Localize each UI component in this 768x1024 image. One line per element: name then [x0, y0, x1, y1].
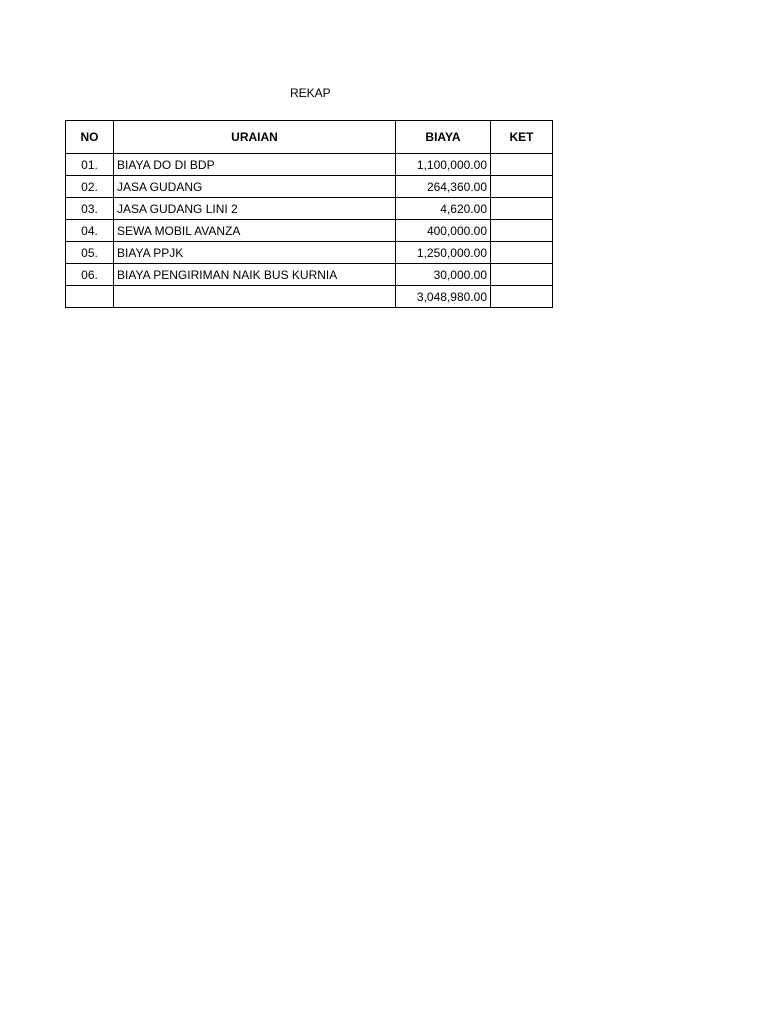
cell-biaya: 30,000.00 — [396, 264, 491, 286]
table-row — [66, 264, 553, 286]
cell-no: 01. — [66, 154, 114, 176]
total-uraian — [114, 286, 396, 308]
table-row — [66, 242, 553, 264]
total-biaya: 3,048,980.00 — [396, 286, 491, 308]
cell-biaya: 400,000.00 — [396, 220, 491, 242]
header-uraian: URAIAN — [114, 121, 396, 154]
cell-uraian: BIAYA PENGIRIMAN NAIK BUS KURNIA — [114, 264, 396, 286]
rekap-table — [65, 120, 553, 308]
cell-no: 03. — [66, 198, 114, 220]
cell-uraian: BIAYA PPJK — [114, 242, 396, 264]
table-row — [66, 198, 553, 220]
cell-biaya: 264,360.00 — [396, 176, 491, 198]
total-row — [66, 286, 553, 308]
header-no: NO — [66, 121, 114, 154]
page-title: REKAP — [290, 86, 331, 100]
cell-ket — [491, 220, 553, 242]
cell-uraian: BIAYA DO DI BDP — [114, 154, 396, 176]
cell-ket — [491, 176, 553, 198]
total-ket — [491, 286, 553, 308]
cell-uraian: SEWA MOBIL AVANZA — [114, 220, 396, 242]
cell-biaya: 1,100,000.00 — [396, 154, 491, 176]
header-ket: KET — [491, 121, 553, 154]
cell-no: 05. — [66, 242, 114, 264]
table-row — [66, 220, 553, 242]
cell-biaya: 4,620.00 — [396, 198, 491, 220]
total-no — [66, 286, 114, 308]
cell-ket — [491, 242, 553, 264]
cell-uraian: JASA GUDANG — [114, 176, 396, 198]
table-header-row — [66, 121, 553, 154]
cell-ket — [491, 154, 553, 176]
header-biaya: BIAYA — [396, 121, 491, 154]
cell-ket — [491, 198, 553, 220]
cell-ket — [491, 264, 553, 286]
cell-no: 04. — [66, 220, 114, 242]
cell-no: 02. — [66, 176, 114, 198]
cell-biaya: 1,250,000.00 — [396, 242, 491, 264]
cell-uraian: JASA GUDANG LINI 2 — [114, 198, 396, 220]
table-row — [66, 154, 553, 176]
cell-no: 06. — [66, 264, 114, 286]
table-row — [66, 176, 553, 198]
